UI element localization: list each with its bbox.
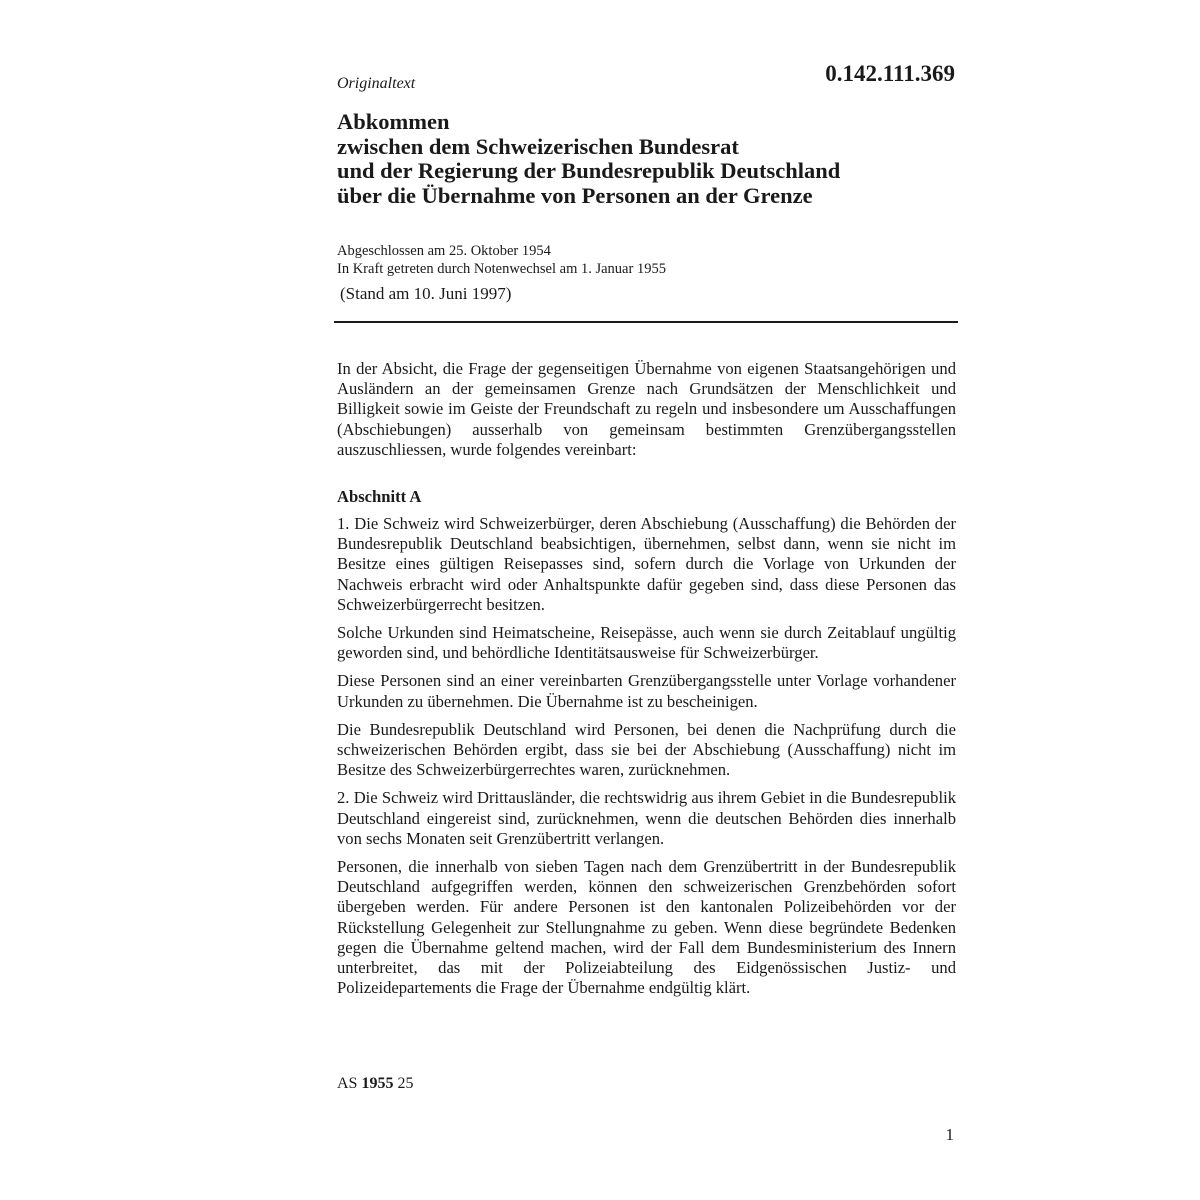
in-force-date: In Kraft getreten durch Notenwechsel am 1. Januar 1955: [337, 261, 666, 277]
page-number: 1: [945, 1125, 954, 1144]
source-year: 1955: [361, 1075, 394, 1092]
document-body: [337, 359, 956, 1006]
title-line: über die Übernahme von Personen an der Grenze: [337, 182, 813, 208]
source-prefix: AS: [337, 1075, 358, 1092]
title-line: und der Regierung der Bundesrepublik Deutschland: [337, 158, 841, 183]
header-divider: [334, 321, 958, 323]
concluded-date: Abgeschlossen am 25. Oktober 1954: [337, 243, 551, 259]
preamble: In der Absicht, die Frage der gegenseitigen Übernahme von eigenen Staatsangehörigen und Ausländern an der gemeinsamen Grenze nach Grundsätzen der Menschlichkeit und Billigkeit sowie im Geiste der Freundschaft zu regeln und insbesondere um Ausschaffungen (Abschiebungen) ausserhalb von gemeinsam bestimmten Grenzübergangsstellen auszuschliessen, wurde folgendes vereinbart:: [337, 359, 956, 459]
paragraph: 2. Die Schweiz wird Drittausländer, die rechtswidrig aus ihrem Gebiet in die Bundesrepublik Deutschland eingereist sind, zurücknehmen, wenn die deutschen Behörden dies innerhalb von sechs Monaten seit Grenzübertritt verlangen.: [337, 788, 956, 848]
paragraph: Diese Personen sind an einer vereinbarten Grenzübergangsstelle unter Vorlage vorhandener Urkunden zu übernehmen. Die Übernahme ist zu bescheinigen.: [337, 671, 956, 711]
paragraph: Solche Urkunden sind Heimatscheine, Reisepässe, auch wenn sie durch Zeitablauf ungültig geworden sind, und behördliche Identitätsausweise für Schweizerbürger.: [337, 623, 956, 663]
document-title: [337, 110, 959, 208]
paragraph: Personen, die innerhalb von sieben Tagen nach dem Grenzübertritt in der Bundesrepublik Deutschland aufgegriffen werden, können den schweizerischen Grenzbehörden sofort übergeben werden. Für andere Personen ist den kantonalen Polizeibehörden vor der Rückstellung Gelegenheit zur Stellungnahme zu geben. Wenn diese begründete Bedenken gegen die Übernahme geltend machen, wird der Fall dem Bundesministerium des Innern unterbreitet, das mit der Polizeiabteilung des Eidgenössischen Justiz- und Polizeidepartements die Frage der Übernahme endgültig klärt.: [337, 857, 956, 998]
paragraph: 1. Die Schweiz wird Schweizerbürger, deren Abschiebung (Ausschaffung) die Behörden der Bundesrepublik Deutschland beabsichtigen, übernehmen, selbst dann, wenn sie nicht im Besitze eines gültigen Reisepasses sind, sofern durch die Vorlage von Urkunden der Nachweis erbracht wird oder Anhaltspunkte dafür gegeben sind, dass diese Personen das Schweizerbürgerrecht besitzen.: [337, 514, 956, 614]
sr-number: 0.142.111.369: [825, 61, 955, 86]
source-reference: [337, 1074, 413, 1094]
document-meta: [337, 242, 666, 278]
paragraph: Die Bundesrepublik Deutschland wird Personen, bei denen die Nachprüfung durch die schweizerischen Behörden ergibt, dass sie bei der Abschiebung (Ausschaffung) nicht im Besitze des Schweizerbürgerrechtes waren, zurücknehmen.: [337, 719, 956, 780]
section-heading: Abschnitt A: [337, 487, 422, 507]
title-line: zwischen dem Schweizerischen Bundesrat: [337, 133, 739, 159]
original-text-label: Originaltext: [337, 75, 416, 92]
source-page: 25: [397, 1075, 414, 1092]
status-date: (Stand am 10. Juni 1997): [340, 284, 512, 303]
title-line: Abkommen: [337, 109, 450, 134]
